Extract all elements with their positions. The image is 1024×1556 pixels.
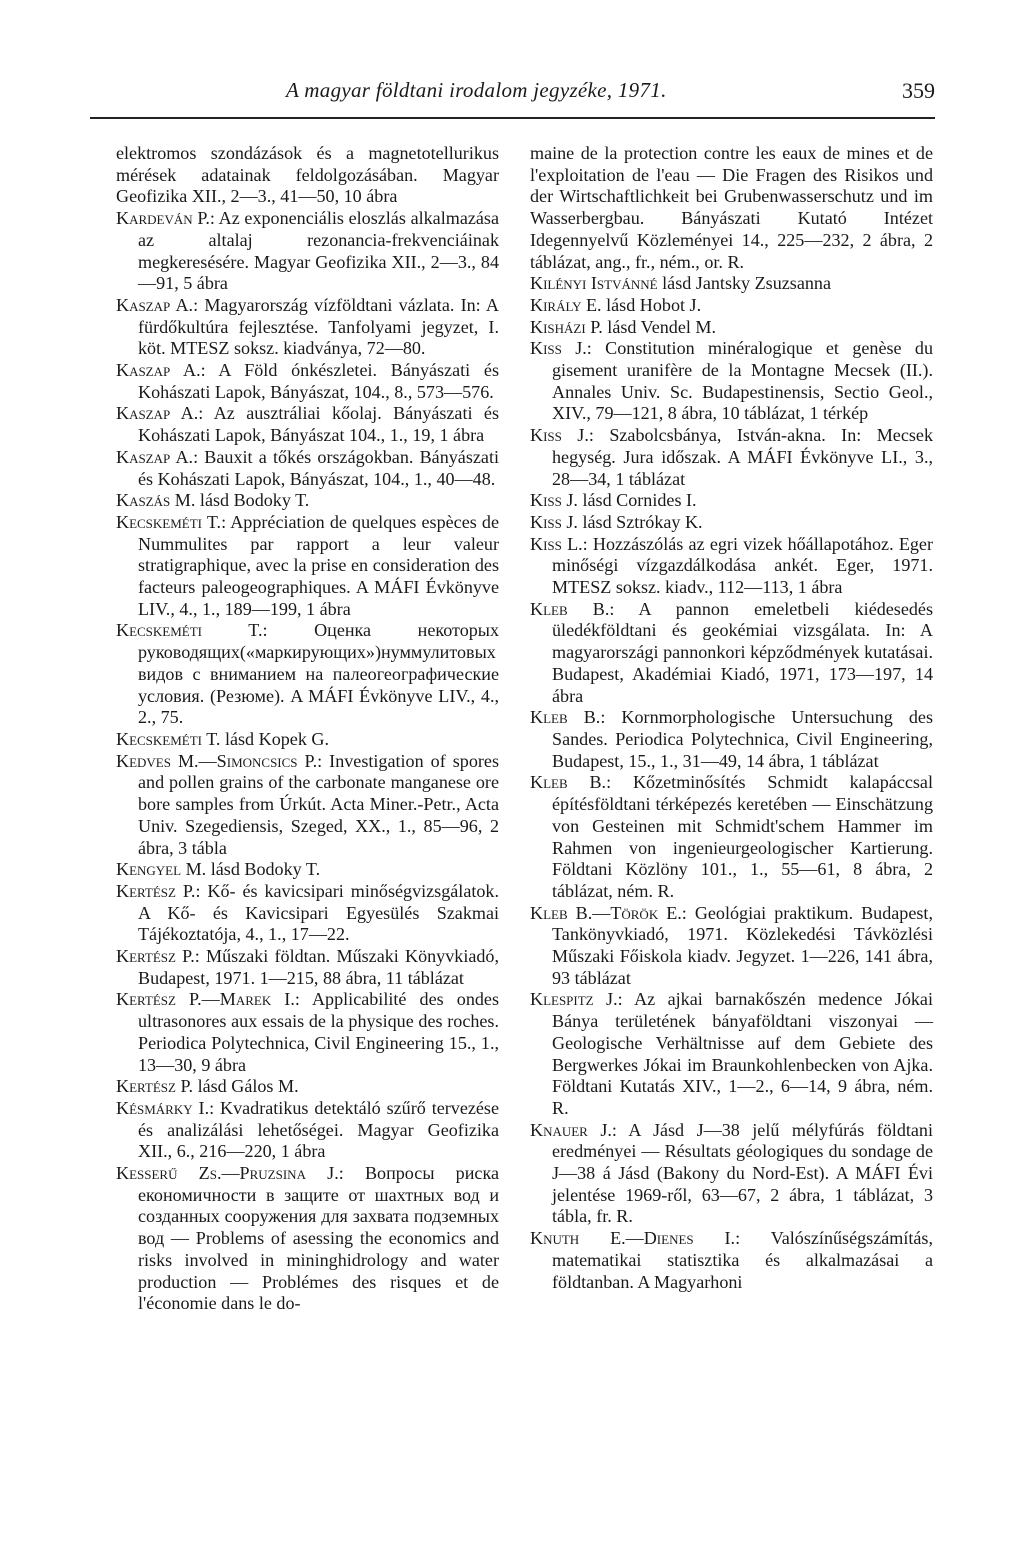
entry-text: : Вопросы риска економичности в защите от шахтных вод и созданных сооружения для захвата подземных вод — Problems of asessing the economics and risks involved in mininghidrology and water production — Problémes des risques et de l'économie dans le do- <box>138 1163 499 1314</box>
bibliography-entry <box>116 512 499 621</box>
bibliography-entry <box>530 707 933 772</box>
entry-author: Kleb B.—Török E. <box>530 902 682 923</box>
entry-author: Kiss J. <box>530 425 589 446</box>
entry-text: : Hozzászólás az egri vizek hőállapotához. Eger minőségi vízgazdálkodása ankét. Eger, 1971. MTESZ soksz. kiadv., 112—113, 1 ábra <box>552 533 933 598</box>
entry-author: Kiss J. <box>530 490 578 511</box>
entry-author: Kengyel M. <box>116 859 207 880</box>
entry-author: Klespitz J. <box>530 989 618 1010</box>
entry-text: lásd Sztrókay K. <box>577 511 703 532</box>
entry-author: Kleb B. <box>530 772 607 793</box>
entry-author: Király E. <box>530 294 602 315</box>
bibliography-entry <box>530 512 933 534</box>
entry-author: Kleb B. <box>530 598 610 619</box>
entry-text: : Az ausztráliai kőolaj. Bányászati és Kohászati Lapok, Bányászat 104., 1., 19, 1 ábra <box>138 403 499 446</box>
page-number: 359 <box>902 78 935 103</box>
entry-author: Kiss J. <box>530 511 578 532</box>
entry-text: : Kvadratikus detektáló szűrő tervezése és analizálási lehetőségei. Magyar Geofizika XII., 6., 216—220, 1 ábra <box>138 1097 499 1162</box>
entry-author: Kertész P. <box>116 1076 194 1097</box>
entry-text: lásd Bodoky T. <box>195 490 310 511</box>
bibliography-entry <box>530 1120 933 1229</box>
bibliography-entry <box>116 490 499 512</box>
entry-text: : Applicabilité des ondes ultrasonores aux essais de la physique des roches. Periodica Polytechnica, Civil Engineering 15., 1., 13—30, 9 ábra <box>138 989 499 1075</box>
entry-author: Kisházi P. <box>530 316 603 337</box>
entry-text: : A Föld ónkészletei. Bányászati és Kohászati Lapok, Bányászat, 104., 8., 573—576. <box>138 360 500 402</box>
entry-author: Kedves M.—Simoncsics P. <box>116 750 318 771</box>
entry-text: : Az exponenciális eloszlás alkalmazása az altalaj rezonancia-frekvenciáinak megkeresésére. Magyar Geofizika XII., 2—3., 84—91, 5 ábra <box>138 208 499 294</box>
entry-author: Kecskeméti T. <box>116 620 263 641</box>
entry-author: Kaszás M. <box>116 490 196 511</box>
bibliography-entry <box>530 599 933 708</box>
entry-author: Kaszap A. <box>116 360 201 381</box>
entry-text: : Műszaki földtan. Műszaki Könyvkiadó, Budapest, 1971. 1—215, 88 ábra, 11 táblázat <box>138 946 499 988</box>
entry-text: : Kőzetminősítés Schmidt kalapáccsal építésföldtani térképezés keretében — Einschätzung von Gesteinen mit Schmidt'schem Hammer im Rahmen von ingenieurgeologischer Kartierung. Földtani Közlöny 101., 1., 55—61, 8 ábra, 2 táblázat, ném. R. <box>552 772 933 901</box>
entry-author: Késmárky I. <box>116 1097 210 1118</box>
bibliography-entry <box>530 425 933 490</box>
entry-author: Kaszap A. <box>116 294 194 315</box>
entry-text: : Szabolcsbánya, István-akna. In: Mecsek hegység. Jura időszak. A MÁFI Évkönyve LI., 3., 28—34, 1 táblázat <box>552 425 933 489</box>
entry-author: Kertész P. <box>116 946 195 967</box>
entry-text: : Investigation of spores and pollen grains of the carbonate manganese ore bore samples from Úrkút. Acta Miner.-Petr., Acta Univ. Szegediensis, Szeged, XX., 1., 85—96, 2 ábra, 3 tábla <box>138 750 499 858</box>
bibliography-entry <box>116 143 499 208</box>
bibliography-entry <box>116 620 499 729</box>
bibliography-entry <box>116 403 499 446</box>
header-rule <box>90 117 935 119</box>
entry-text: lásd Jantsky Zsuzsanna <box>657 273 831 294</box>
bibliography-entry <box>116 447 499 490</box>
entry-author: Kiss J. <box>530 338 587 359</box>
bibliography-entry <box>530 273 933 295</box>
bibliography-entry <box>530 490 933 512</box>
entry-text: lásd Kopek G. <box>220 728 329 749</box>
bibliography-entry <box>530 295 933 317</box>
bibliography-entry <box>116 946 499 989</box>
bibliography-entry <box>116 208 499 295</box>
header-title: A magyar földtani irodalom jegyzéke, 1971. <box>286 78 667 102</box>
entry-text: lásd Cornides I. <box>577 490 697 511</box>
running-header <box>90 78 935 114</box>
bibliography-entry <box>116 859 499 881</box>
right-column <box>530 143 933 1293</box>
entry-text: : Magyarország vízföldtani vázlata. In: A fürdőkultúra fejlesztése. Tanfolyami jegyzet, I. köt. MTESZ soksz. kiadványa, 72—80. <box>138 294 499 359</box>
entry-text: : Geológiai praktikum. Budapest, Tankönyvkiadó, 1971. Közlekedési Távközlési Műszaki Főiskola kiadv. Jegyzet. 1—226, 141 ábra, 93 táblázat <box>552 902 933 988</box>
entry-author: Kecskeméti T. <box>116 728 221 749</box>
entry-text: elektromos szondázások és a magnetotellurikus mérések adatainak feldolgozásában. Magyar Geofizika XII., 2—3., 41—50, 10 ábra <box>116 143 499 207</box>
entry-author: Kaszap A. <box>116 446 194 467</box>
bibliography-entry <box>116 881 499 946</box>
bibliography-entry <box>116 360 499 403</box>
entry-text: : Appréciation de quelques espèces de Nummulites par rapport a leur valeur stratigraphique, avec la prise en consideration des facteurs paleogeographiques. A MÁFI Évkönyve LIV., 4., 1., 189—199, 1 ábra <box>138 511 499 619</box>
entry-text: lásd Vendel M. <box>602 316 717 337</box>
bibliography-entry <box>530 317 933 339</box>
entry-author: Kleb B. <box>530 707 601 728</box>
entry-author: Knauer J. <box>530 1119 612 1140</box>
entry-text: maine de la protection contre les eaux de mines et de l'exploitation de l'eau — Die Fragen des Risikos und der Wirtschaftlichkeit bei Grubenwasserschutz und im Wasserbergbau. Bányászati Kutató Intézet Idegennyelvű Közleményei 14., 225—232, 2 ábra, 2 táblázat, ang., fr., ném., or. R. <box>530 143 933 272</box>
entry-text: : Constitution minéralogique et genèse du gisement uranifère de la Montagne Mecsek (II.). Annales Univ. Sc. Budapestinensis, Sectio Geol., XIV., 79—121, 8 ábra, 10 táblázat, 1 térkép <box>552 338 933 424</box>
entry-text: : Valószínűségszámítás, matematikai statisztika és alkalmazásai a földtanban. A Magyarhoni <box>552 1228 933 1292</box>
bibliography-entry <box>116 295 499 360</box>
entry-author: Kilényi Istvánné <box>530 273 658 294</box>
bibliography-entry <box>530 338 933 425</box>
entry-author: Kecskeméti T. <box>116 511 222 532</box>
bibliography-entry <box>530 1228 933 1293</box>
entry-author: Kiss L. <box>530 533 583 554</box>
bibliography-entry <box>530 534 933 599</box>
entry-text: : A pannon emeletbeli kiédesedés üledékföldtani és geokémiai vizsgálata. In: A magyarországi pannonkori képződmények kutatásai. Budapest, Akadémiai Kiadó, 1971, 173—197, 14 ábra <box>552 598 933 706</box>
entry-text: : Оценка некоторых руководящих(«маркирующих»)нуммулитовых видов с вниманием на палеогеографические условия. (Резюме). A MÁFI Évkönyve LIV., 4., 2., 75. <box>138 620 500 728</box>
bibliography-entry <box>116 729 499 751</box>
bibliography-entry <box>116 1098 499 1163</box>
entry-text: : Bauxit a tőkés országokban. Bányászati és Kohászati Lapok, Bányászat, 104., 1., 40—48. <box>138 446 499 489</box>
bibliography-entry <box>116 989 499 1076</box>
entry-author: Kertész P.—Marek I. <box>116 989 295 1010</box>
bibliography-entry <box>530 772 933 902</box>
entry-author: Knuth E.—Dienes I. <box>530 1228 736 1249</box>
entry-author: Kardeván P. <box>116 208 210 229</box>
entry-author: Kertész P. <box>116 880 196 901</box>
entry-text: lásd Gálos M. <box>193 1076 299 1097</box>
bibliography-entry <box>530 989 933 1119</box>
bibliography-entry <box>116 751 499 860</box>
left-column <box>116 143 499 1315</box>
entry-text: lásd Hobot J. <box>601 294 702 315</box>
entry-text: : Kornmorphologische Untersuchung des Sandes. Periodica Polytechnica, Civil Engineering, Budapest, 15., 1., 31—49, 14 ábra, 1 táblázat <box>552 707 933 771</box>
entry-author: Kesserű Zs.—Pruzsina J. <box>116 1163 339 1184</box>
bibliography-entry <box>116 1163 499 1315</box>
entry-text: : A Jásd J—38 jelű mélyfúrás földtani eredményei — Résultats géologiques du sondage de J—38 á Jásd (Bakony du Nord-Est). A MÁFI Évi jelentése 1969-ről, 63—67, 2 ábra, 1 táblázat, 3 tábla, fr. R. <box>552 1119 933 1227</box>
entry-text: : Az ajkai barnakőszén medence Jókai Bánya területének bányaföldtani viszonyai — Geologische Verhältnisse auf dem Gebiete des Bergwerkes Jókai im Braunkohlenbecken von Ajka. Földtani Kutatás XIV., 1—2., 6—14, 9 ábra, ném. R. <box>552 989 933 1118</box>
entry-text: lásd Bodoky T. <box>206 859 321 880</box>
entry-author: Kaszap A. <box>116 403 199 424</box>
entry-text: : Kő- és kavicsipari minőségvizsgálatok. A Kő- és Kavicsipari Egyesülés Szakmai Tájékoztatója, 4., 1., 17—22. <box>138 880 499 945</box>
bibliography-entry <box>530 143 933 273</box>
bibliography-entry <box>530 903 933 990</box>
bibliography-entry <box>116 1076 499 1098</box>
